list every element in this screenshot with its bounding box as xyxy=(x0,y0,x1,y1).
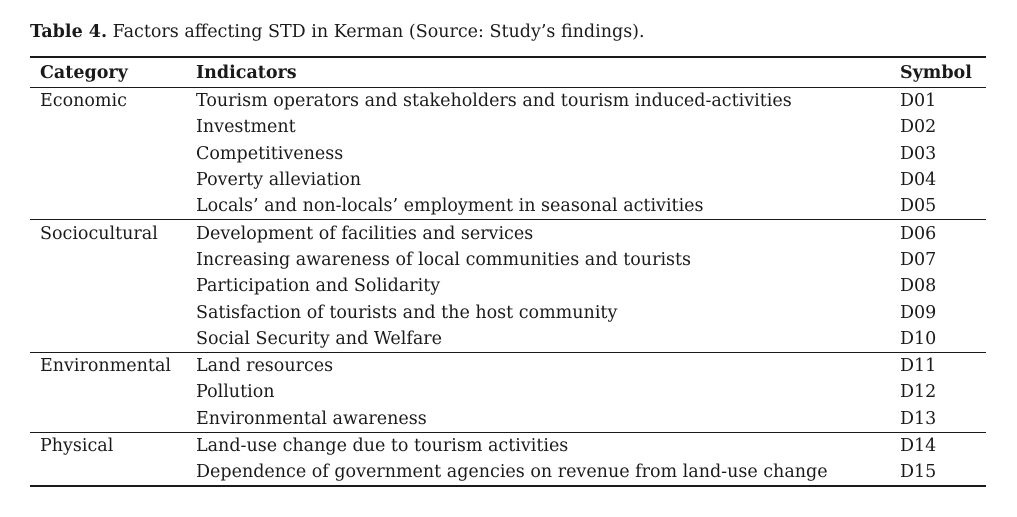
group-environmental xyxy=(30,352,986,432)
indicator-cell: Competitiveness xyxy=(196,143,344,164)
indicator-cell: Land-use change due to tourism activities xyxy=(196,436,569,456)
category-cell-empty xyxy=(30,379,196,405)
caption-label: Table 4. xyxy=(30,22,108,42)
category-cell: Sociocultural xyxy=(40,223,158,244)
symbol-cell: D13 xyxy=(900,408,937,429)
table-row xyxy=(30,459,986,486)
header-symbol: Symbol xyxy=(900,62,972,83)
indicator-cell: Locals’ and non-locals’ employment in seasonal activities xyxy=(196,196,704,217)
indicator-cell: Land resources xyxy=(196,356,334,377)
symbol-cell: D04 xyxy=(900,170,937,191)
caption-text: Factors affecting STD in Kerman (Source: Study’s findings). xyxy=(112,22,645,42)
symbol-cell: D12 xyxy=(900,382,937,403)
table-row xyxy=(30,114,986,140)
table-row xyxy=(30,379,986,405)
table-row xyxy=(30,193,986,220)
indicator-cell: Development of facilities and services xyxy=(196,223,534,244)
indicator-cell: Increasing awareness of local communities and tourists xyxy=(196,249,692,270)
header-row xyxy=(30,57,986,88)
indicator-cell: Dependence of government agencies on revenue from land-use change xyxy=(196,462,828,483)
table-row xyxy=(30,247,986,273)
category-cell-empty xyxy=(30,459,196,486)
indicator-cell: Pollution xyxy=(196,382,275,403)
table-row xyxy=(30,220,986,247)
table-row xyxy=(30,326,986,353)
header-category: Category xyxy=(40,62,128,83)
table-row xyxy=(30,299,986,325)
category-cell-empty xyxy=(30,193,196,220)
indicator-cell: Satisfaction of tourists and the host community xyxy=(196,302,618,323)
symbol-cell: D09 xyxy=(900,302,937,323)
indicator-cell: Poverty alleviation xyxy=(196,170,362,191)
indicator-cell: Social Security and Welfare xyxy=(196,328,442,349)
indicator-cell: Environmental awareness xyxy=(196,408,427,429)
category-cell: Economic xyxy=(40,91,127,112)
symbol-cell: D15 xyxy=(900,462,937,483)
table-row xyxy=(30,273,986,299)
factors-table xyxy=(30,56,986,487)
category-cell-empty xyxy=(30,406,196,433)
symbol-cell: D01 xyxy=(900,91,937,112)
symbol-cell: D08 xyxy=(900,276,937,297)
table-caption xyxy=(30,20,645,44)
symbol-cell: D06 xyxy=(900,223,937,244)
category-cell-empty xyxy=(30,299,196,325)
table-row xyxy=(30,88,986,115)
symbol-cell: D05 xyxy=(900,196,937,217)
category-cell-empty xyxy=(30,326,196,353)
table-row xyxy=(30,167,986,193)
indicator-cell: Tourism operators and stakeholders and tourism induced-activities xyxy=(196,91,792,112)
table-row xyxy=(30,141,986,167)
indicator-cell: Investment xyxy=(196,117,296,138)
category-cell-empty xyxy=(30,273,196,299)
table-row xyxy=(30,406,986,433)
category-cell-empty xyxy=(30,141,196,167)
symbol-cell: D07 xyxy=(900,249,937,270)
category-cell: Environmental xyxy=(40,356,171,377)
table-header xyxy=(30,57,986,88)
header-indicators: Indicators xyxy=(196,62,297,83)
category-cell: Physical xyxy=(40,436,114,456)
category-cell-empty xyxy=(30,247,196,273)
category-cell-empty xyxy=(30,167,196,193)
group-sociocultural xyxy=(30,220,986,352)
table-row xyxy=(30,352,986,379)
table-row xyxy=(30,432,986,459)
group-economic xyxy=(30,88,986,220)
symbol-cell: D14 xyxy=(900,436,937,456)
indicator-cell: Participation and Solidarity xyxy=(196,276,441,297)
group-physical xyxy=(30,432,986,486)
symbol-cell: D02 xyxy=(900,117,937,138)
category-cell-empty xyxy=(30,114,196,140)
symbol-cell: D10 xyxy=(900,328,937,349)
symbol-cell: D03 xyxy=(900,143,937,164)
symbol-cell: D11 xyxy=(900,356,937,377)
